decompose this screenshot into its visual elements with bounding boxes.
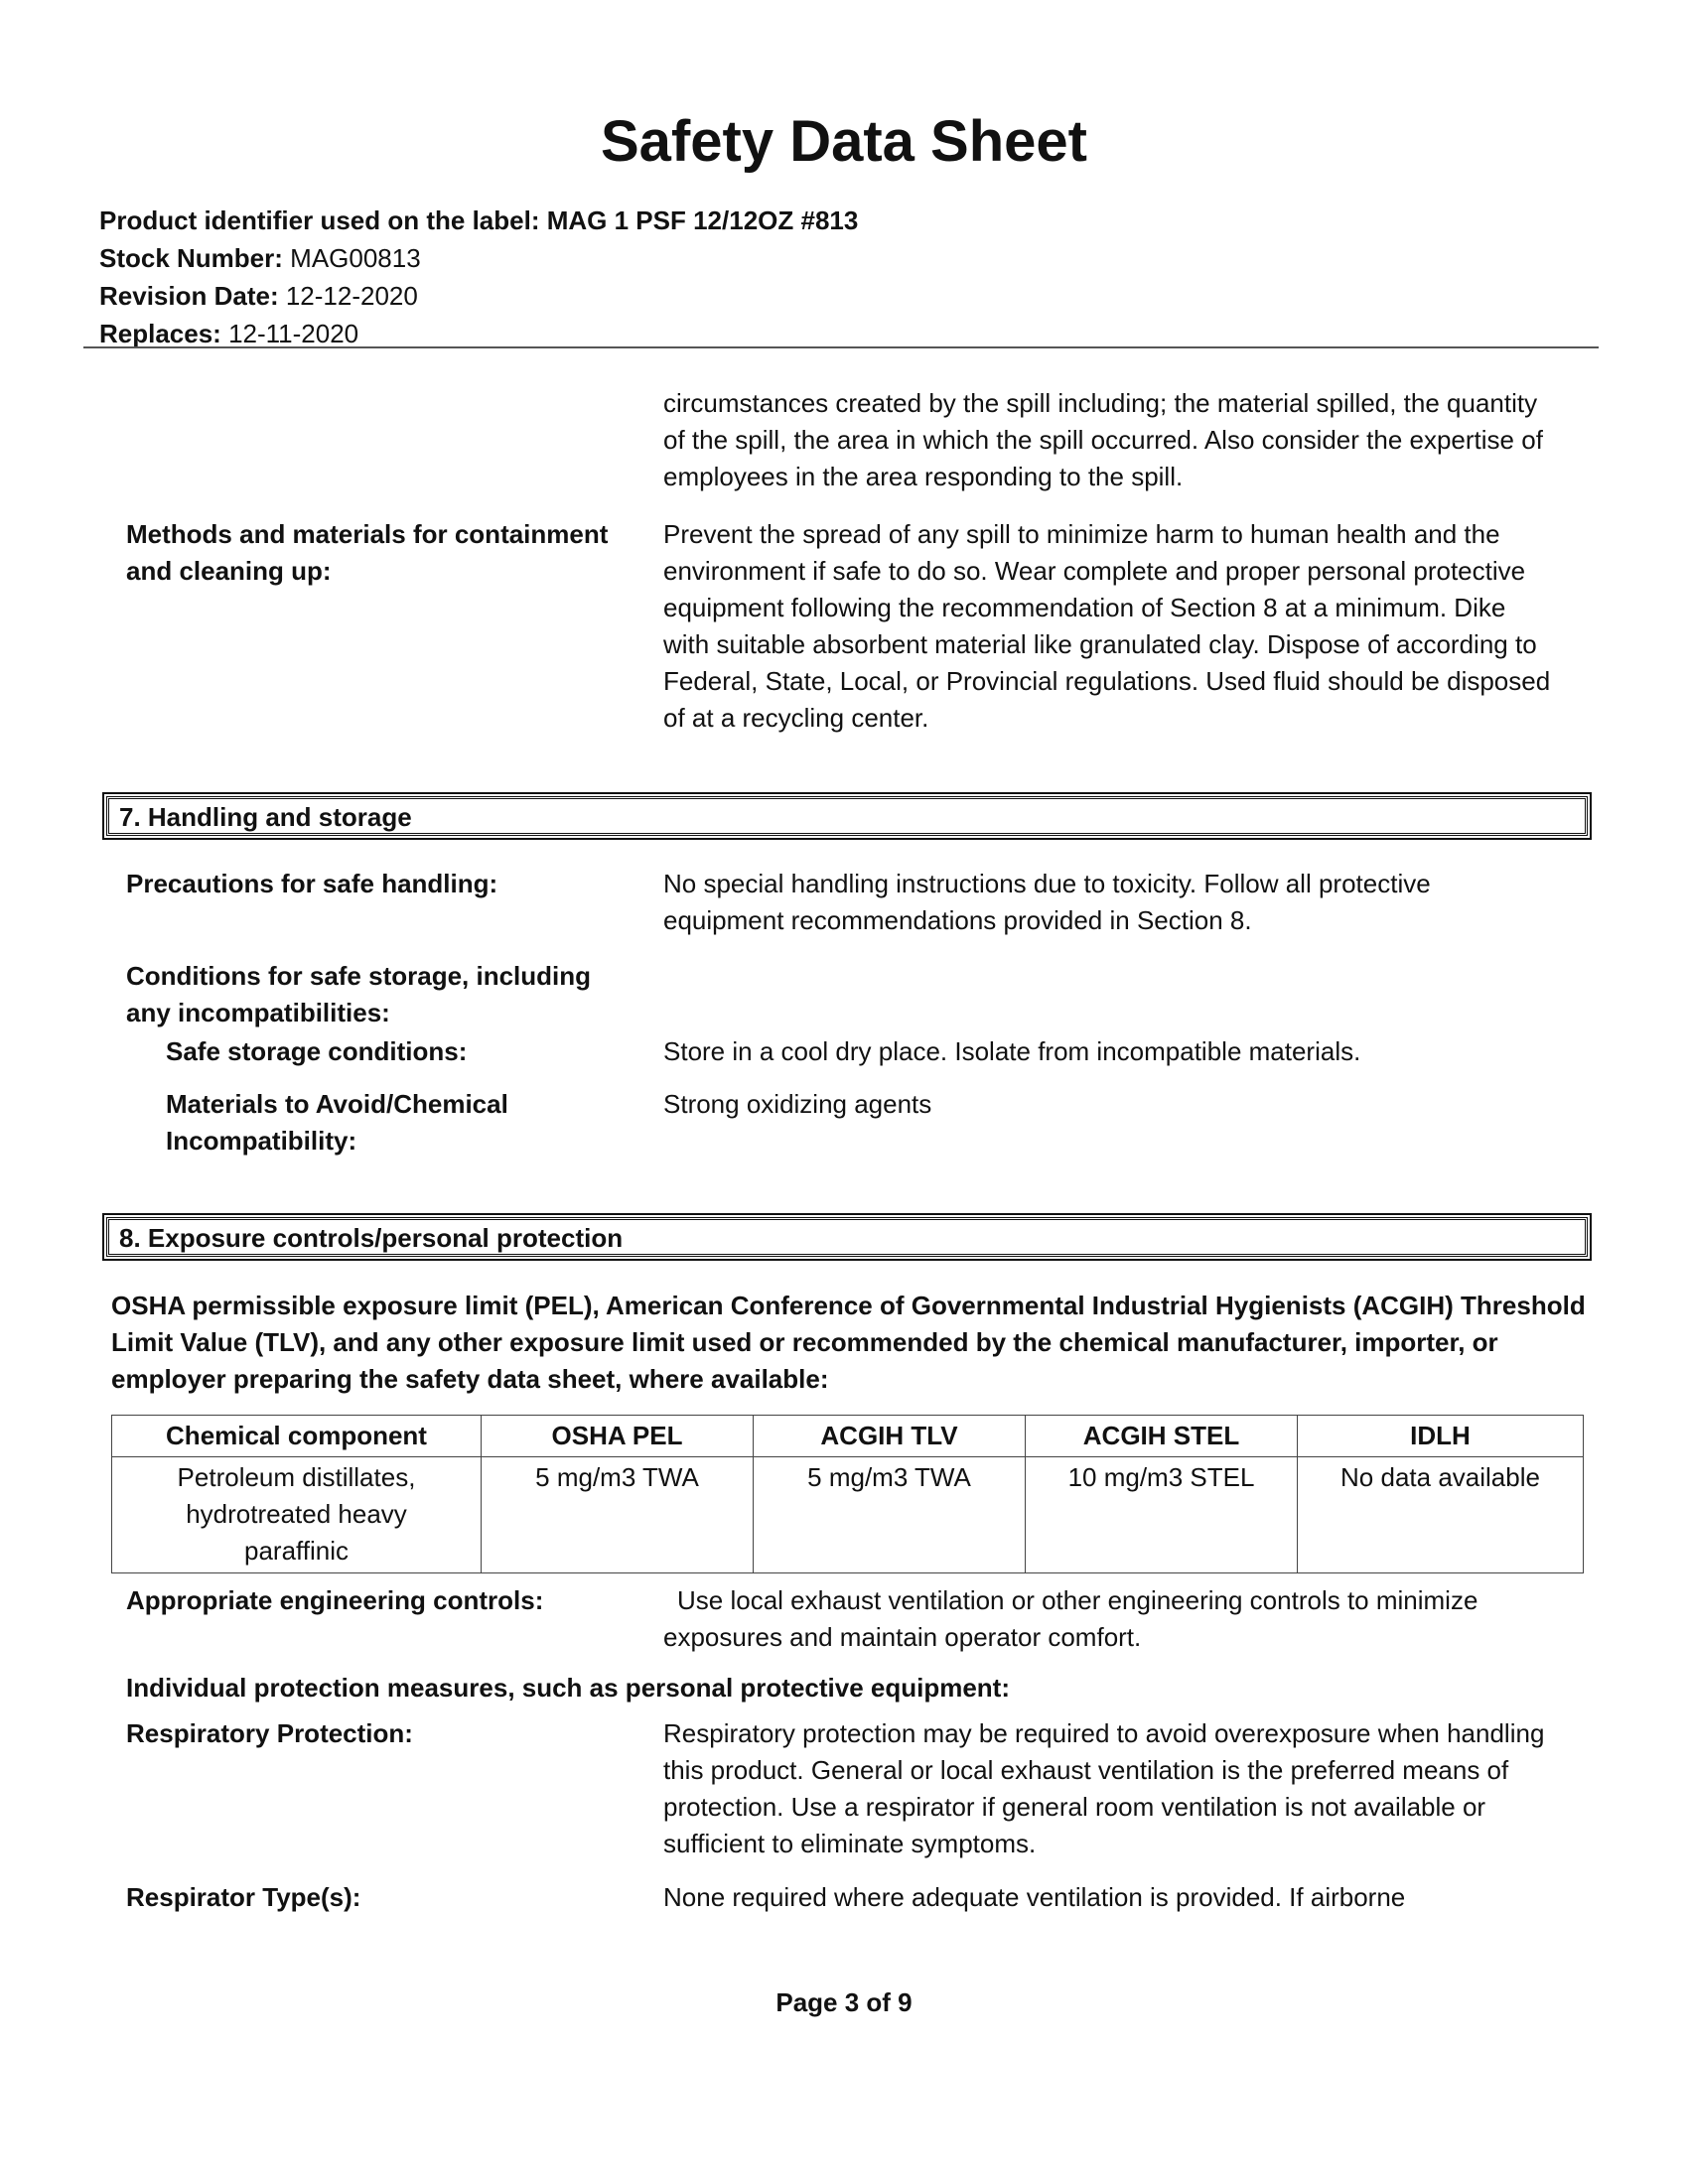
product-identifier-value: MAG 1 PSF 12/12OZ #813 (546, 205, 859, 235)
table-cell: 5 mg/m3 TWA (482, 1457, 754, 1573)
revision-date-label: Revision Date: (99, 281, 279, 311)
section-7-header (106, 796, 1588, 836)
table-cell: 10 mg/m3 STEL (1026, 1457, 1298, 1573)
page-number: Page 3 of 9 (775, 1987, 913, 2017)
spill-continued-text: circumstances created by the spill including; the material spilled, the quantity of the spill, the area in which the spill occurred. Also consider the expertise of employees in the area responding to the spill. (663, 388, 1543, 491)
table-row (112, 1457, 1584, 1573)
section-8-header (106, 1217, 1588, 1257)
stock-number-label: Stock Number: (99, 243, 283, 273)
revision-date-line (99, 277, 858, 315)
table-cell: Petroleum distillates, hydrotreated heavy paraffinic (112, 1457, 482, 1573)
respiratory-protection-text: Respiratory protection may be required to avoid overexposure when handling this product. General or local exhaust ventilation is the preferred means of protection. Use a respirator if general room ventilation is not available or sufficient to eliminate symptoms. (663, 1718, 1545, 1858)
product-identifier-label: Product identifier used on the label: (99, 205, 540, 235)
materials-avoid-label: Materials to Avoid/Chemical Incompatibility: (166, 1089, 508, 1156)
table-header-cell: ACGIH TLV (754, 1416, 1026, 1457)
safe-storage-label: Safe storage conditions: (166, 1036, 468, 1066)
table-header-cell: Chemical component (112, 1416, 482, 1457)
revision-date-value: 12-12-2020 (285, 281, 418, 311)
table-header-cell: OSHA PEL (482, 1416, 754, 1457)
table-cell: No data available (1298, 1457, 1584, 1573)
respirator-type-text: None required where adequate ventilation is provided. If airborne (663, 1882, 1406, 1912)
stock-number-line (99, 239, 858, 277)
storage-conditions-label: Conditions for safe storage, including any incompatibilities: (126, 961, 592, 1027)
header-divider (83, 346, 1599, 348)
section-8-title: 8. Exposure controls/personal protection (119, 1223, 624, 1253)
product-identifier-line (99, 202, 858, 239)
document-title: Safety Data Sheet (601, 109, 1087, 174)
precautions-label: Precautions for safe handling: (126, 869, 498, 898)
table-header-row (112, 1416, 1584, 1457)
replaces-label: Replaces: (99, 319, 221, 348)
containment-text: Prevent the spread of any spill to minimize harm to human health and the environment if safe to do so. Wear complete and proper personal protective equipment following the recommendation of Section 8 at a minimum. Dike with suitable absorbent material like granulated clay. Dispose of according to Federal, State, Local, or Provincial regulations. Used fluid should be disposed of at a recycling center. (663, 519, 1551, 733)
materials-avoid-text: Strong oxidizing agents (663, 1089, 932, 1119)
containment-label: Methods and materials for containment and cleaning up: (126, 519, 609, 586)
table-cell: 5 mg/m3 TWA (754, 1457, 1026, 1573)
respiratory-protection-label: Respiratory Protection: (126, 1718, 413, 1748)
section-7-title: 7. Handling and storage (119, 802, 412, 832)
table-header-cell: ACGIH STEL (1026, 1416, 1298, 1457)
engineering-controls-label: Appropriate engineering controls: (126, 1585, 544, 1615)
engineering-controls-text: Use local exhaust ventilation or other engineering controls to minimize exposures and maintain operator comfort. (663, 1585, 1478, 1652)
replaces-value: 12-11-2020 (228, 319, 359, 348)
respirator-type-label: Respirator Type(s): (126, 1882, 361, 1912)
exposure-limits-table (111, 1415, 1584, 1573)
stock-number-value: MAG00813 (290, 243, 421, 273)
safe-storage-text: Store in a cool dry place. Isolate from incompatible materials. (663, 1036, 1361, 1066)
table-header-cell: IDLH (1298, 1416, 1584, 1457)
precautions-text: No special handling instructions due to toxicity. Follow all protective equipment recommendations provided in Section 8. (663, 869, 1431, 935)
document-header (99, 202, 858, 352)
individual-protection-heading: Individual protection measures, such as personal protective equipment: (126, 1673, 1010, 1703)
exposure-limits-intro: OSHA permissible exposure limit (PEL), American Conference of Governmental Industrial Hygienists (ACGIH) Threshold Limit Value (TLV), and any other exposure limit used or recommended by the chemical manufacturer, importer, or employer preparing the safety data sheet, where available: (111, 1291, 1586, 1394)
